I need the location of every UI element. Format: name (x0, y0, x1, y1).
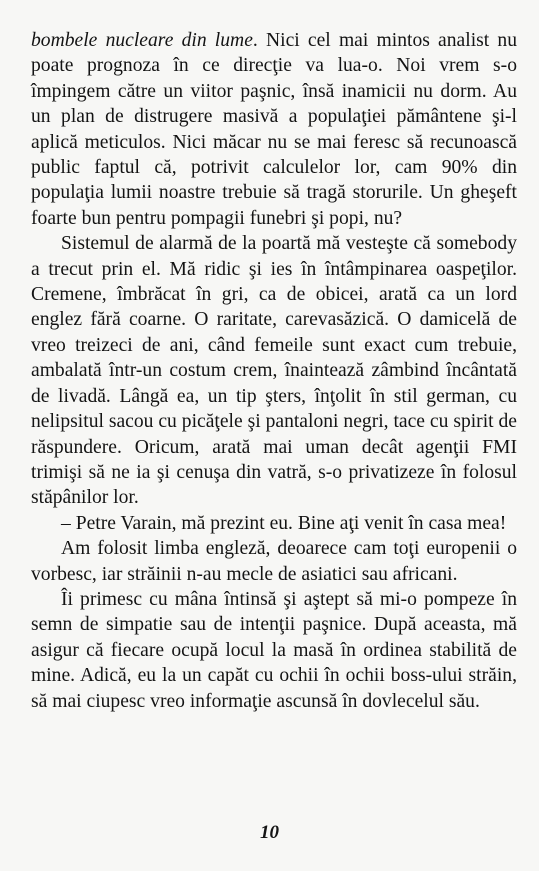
paragraph-2: Sistemul de alarmă de la poartă mă vesteşte că somebody a trecut prin el. Mă ridic şi ies în întâmpinarea oaspeţilor. Cremene, îmbrăcat în gri, ca de obicei, arată ca un lord englez fără coarne. O raritate, carevasăzică. O damicelă de vreo treizeci de ani, când femeile sunt exact cum trebuie, ambalată într-un costum crem, înaintează zâmbind încântată de livadă. Lângă ea, un tip şters, înţolit în stil german, cu nelipsitul sacou cu picăţele şi pantaloni negri, tace cu spirit de răspundere. Oricum, arată mai uman decât agenţii FMI trimişi să ne ia şi cenuşa din vatră, s-o privatizeze în folosul stăpânilor lor. (31, 233, 517, 509)
paragraph-4: Am folosit limba engleză, deoarece cam toţi europenii o vorbesc, iar străinii n-au mecle de asiatici sau africani. (31, 538, 517, 585)
page-number: 10 (260, 822, 279, 843)
paragraph-5: Îi primesc cu mâna întinsă şi aştept să mi-o pompeze în semn de simpatie sau de intenţii paşnice. După aceasta, mă asigur că fiecare ocupă locul la masă în ordinea stabilită de mine. Adică, eu la un capăt cu ochii în ochii boss-ului străin, să mai ciupesc vreo informaţie ascunsă în dovlecelul său. (31, 588, 517, 712)
paragraph-3-dialogue: – Petre Varain, mă prezint eu. Bine aţi venit în casa mea! (61, 512, 507, 534)
paragraph-1 (31, 28, 517, 231)
book-page-text (31, 28, 517, 714)
paragraph-1-text: . Nici cel mai mintos analist nu poate prognoza în ce direcţie va lua-o. Noi vrem s-o împingem către un viitor paşnic, însă inamicii nu dorm. Au un plan de distrugere masivă a populaţiei pământene şi-l aplică meticulos. Nici măcar nu se mai feresc să recunoască public faptul că, potrivit calculelor lor, cam 90% din populaţia lumii noastre trebuie să tragă storurile. Un gheşeft foarte bun pentru pompagii funebri şi popi, nu? (31, 30, 517, 229)
italic-phrase: bombele nucleare din lume (31, 30, 253, 51)
